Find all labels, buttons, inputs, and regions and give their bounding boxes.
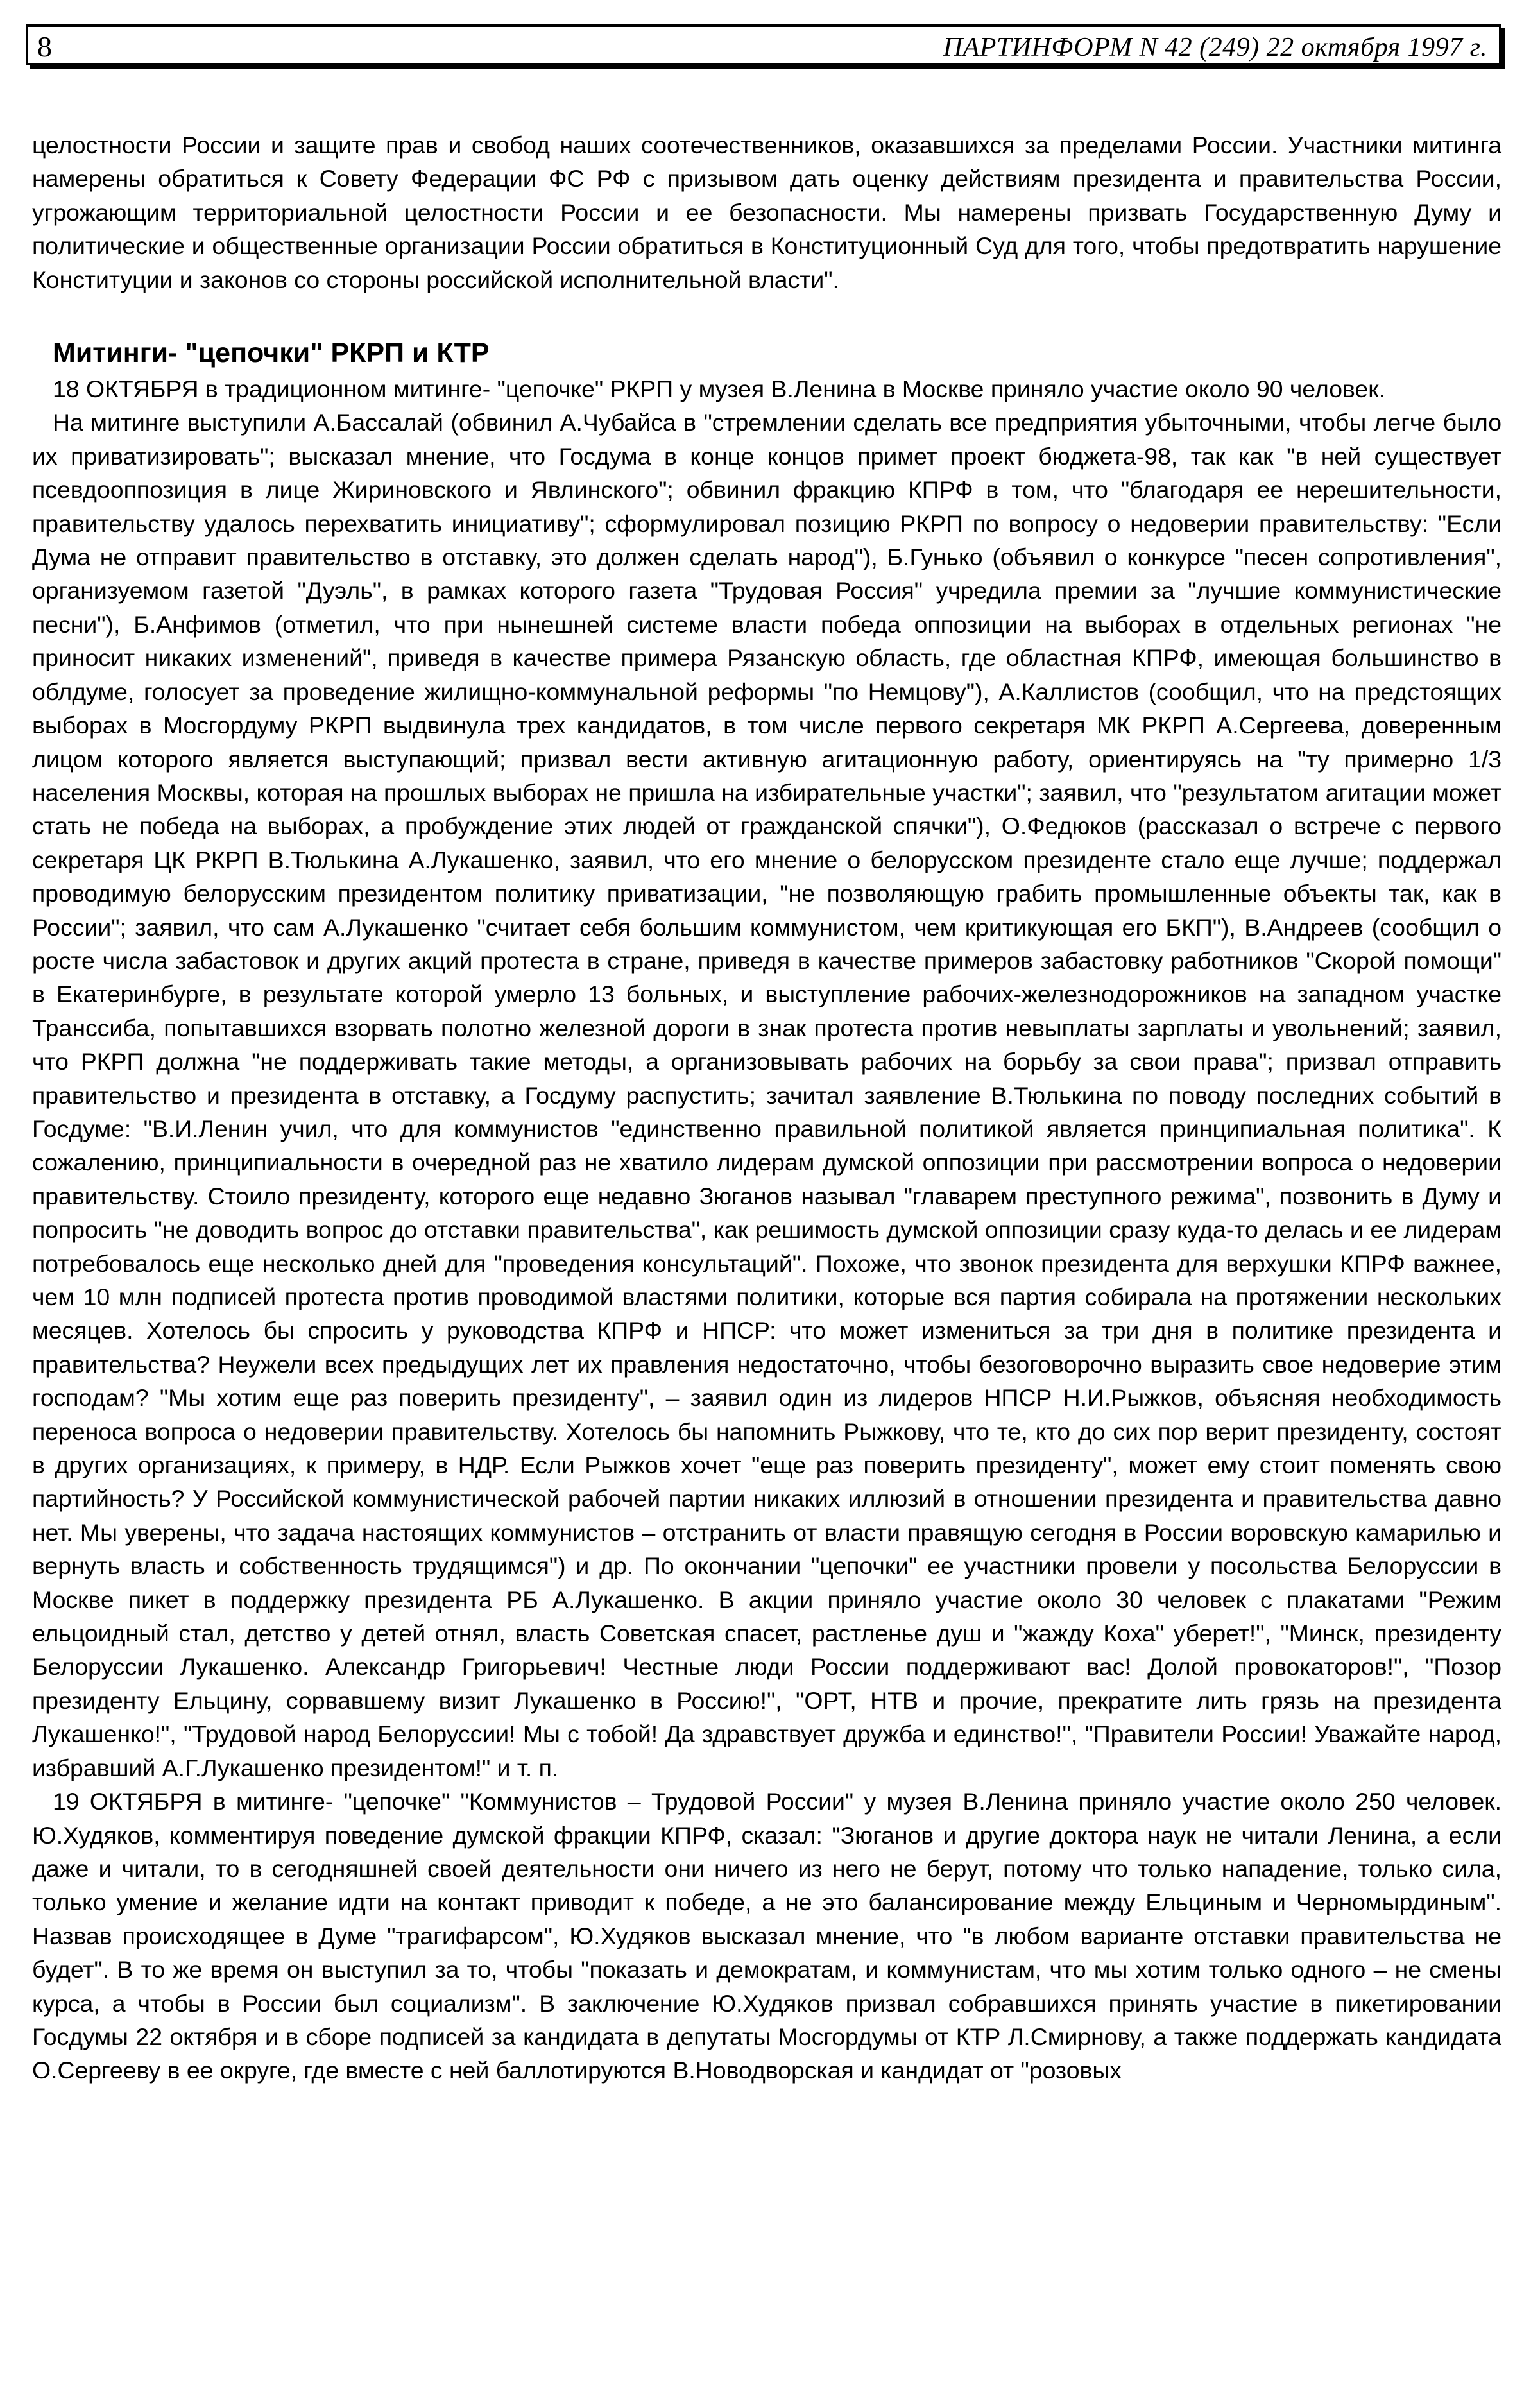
paragraph-oct-19: 19 ОКТЯБРЯ в митинге- "цепочке" "Коммунистов – Трудовой России" у музея В.Ленина приняло участие около 250 человек. Ю.Худяков, комментируя поведение думской фракции КПРФ, сказал: "Зюганов и другие доктора наук не читали Ленина, а если даже и читали, то в сегодняшней своей деятельности они ничего из него не берут, потому что только нападение, только сила, только умение и желание идти на контакт приводит к победе, а не это балансирование между Ельциным и Черномырдиным". Назвав происходящее в Думе "трагифарсом", Ю.Худяков высказал мнение, что "в любом варианте отставки правительства не будет". В то же время он выступил за то, чтобы "показать и демократам, и коммунистам, что мы хотим только одного – не смены курса, а чтобы в России был социализм". В заключение Ю.Худяков призвал собравшихся принять участие в пикетировании Госдумы 22 октября и в сборе подписей за кандидата в депутаты Мосгордумы от КТР Л.Смирнову, а также поддержать кандидата О.Сергееву в ее округе, где вместе с ней баллотируются В.Новодворская и кандидат от "розовых [32, 1788, 1502, 2084]
paragraph-oct-18: 18 ОКТЯБРЯ в традиционном митинге- "цепочке" РКРП у музея В.Ленина в Москве приняло участие около 90 человек. [53, 375, 1385, 403]
intro-paragraph: целостности России и защите прав и свобод наших соотечественников, оказавшихся за пределами России. Участники митинга намерены обратиться к Совету Федерации ФС РФ с призывом дать оценку действиям президента и правительства России, угрожающим территориальной целостности России и ее безопасности. Мы намерены призвать Государственную Думу и политические и общественные организации России обратиться в Конституционный Суд для того, чтобы предотвратить нарушение Конституции и законов со стороны российской исполнительной власти". [32, 132, 1502, 293]
page-header [26, 24, 1502, 65]
page-number: 8 [37, 30, 52, 63]
paragraph-speakers: На митинге выступили А.Бассалай (обвинил А.Чубайса в "стремлении сделать все предприятия убыточными, чтобы легче было их приватизировать"; высказал мнение, что Госдума в конце концов примет проект бюджета-98, так как "в ней существует псевдооппозиция в лице Жириновского и Явлинского"; обвинил фракцию КПРФ в том, что "благодаря ее нерешительности, правительству удалось перехватить инициативу"; сформулировал позицию РКРП по вопросу о недоверии правительству: "Если Дума не отправит правительство в отставку, это должен сделать народ"), Б.Гунько (объявил о конкурсе "песен сопротивления", организуемом газетой "Дуэль", в рамках которого газета "Трудовая Россия" учредила премии за "лучшие коммунистические песни"), Б.Анфимов (отметил, что при нынешней системе власти победа оппозиции на выборах в отдельных регионах "не приносит никаких изменений", приведя в качестве примера Рязанскую область, где областная КПРФ, имеющая большинство в облдуме, голосует за проведение жилищно-коммунальной реформы "по Немцову"), А.Каллистов (сообщил, что на предстоящих выборах в Мосгордуму РКРП выдвинула трех кандидатов, в том числе первого секретаря МК РКРП А.Сергеева, доверенным лицом которого является выступающий; призвал вести активную агитационную работу, ориентируясь на "ту примерно 1/3 населения Москвы, которая на прошлых выборах не пришла на избирательные участки"; заявил, что "результатом агитации может стать не победа на выборах, а пробуждение этих людей от гражданской спячки"), О.Федюков (рассказал о встрече с первого секретаря ЦК РКРП В.Тюлькина А.Лукашенко, заявил, что его мнение о белорусском президенте стало еще лучше; поддержал проводимую белорусским президентом политику приватизации, "не позволяющую грабить промышленные объекты так, как в России"; заявил, что сам А.Лукашенко "считает себя большим коммунистом, чем критикующая его БКП"), В.Андреев (сообщил о росте числа забастовок и других акций протеста в стране, приведя в качестве примеров забастовку работников "Скорой помощи" в Екатеринбурге, в результате которой умерло 13 больных, и выступление рабочих-железнодорожников на западном участке Транссиба, попытавшихся взорвать полотно железной дороги в знак протеста против невыплаты зарплаты и увольнений; заявил, что РКРП должна "не поддерживать такие методы, а организовывать рабочих на борьбу за свои права"; призвал отправить правительство и президента в отставку, а Госдуму распустить; зачитал заявление В.Тюлькина по поводу последних событий в Госдуме: "В.И.Ленин учил, что для коммунистов "единственно правильной политикой является принципиальная политика". К сожалению, принципиальности в очередной раз не хватило лидерам думской оппозиции при рассмотрении вопроса о недоверии правительству. Стоило президенту, которого еще недавно Зюганов называл "главарем преступного режима", позвонить в Думу и попросить "не доводить вопрос до отставки правительства", как решимость думской оппозиции сразу куда-то делась и ее лидерам потребовалось еще несколько дней для "проведения консультаций". Похоже, что звонок президента для верхушки КПРФ важнее, чем 10 млн подписей протеста против проводимой властями политики, которые вся партия собирала на протяжении нескольких месяцев. Хотелось бы спросить у руководства КПРФ и НПСР: что может измениться за три дня в политике президента и правительства? Неужели всех предыдущих лет их правления недостаточно, чтобы безоговорочно выразить свое недоверие этим господам? "Мы хотим еще раз поверить президенту", – заявил один из лидеров НПСР Н.И.Рыжков, объясняя необходимость переноса вопроса о недоверии правительству. Хотелось бы напомнить Рыжкову, что те, кто до сих пор верит президенту, состоят в других организациях, к примеру, в НДР. Если Рыжков хочет "еще раз поверить президенту", может ему стоит поменять свою партийность? У Российской коммунистической рабочей партии никаких иллюзий в отношении президента и правительства давно нет. Мы уверены, что задача настоящих коммунистов – отстранить от власти правящую сегодня в России воровскую камарилью и вернуть власть и собственность трудящимся") и др. По окончании "цепочки" ее участники провели у посольства Белоруссии в Москве пикет в поддержку президента РБ А.Лукашенко. В акции приняло участие около 30 человек с плакатами "Режим ельцоидный стал, детство у детей отнял, власть Советская спасет, растленье душ и "жажду Коха" уберет!", "Минск, президенту Белоруссии Лукашенко. Александр Григорьевич! Честные люди России поддерживают вас! Долой провокаторов!", "Позор президенту Ельцину, сорвавшему визит Лукашенко в Россию!", "ОРТ, НТВ и прочие, прекратите лить грязь на президента Лукашенко!", "Трудовой народ Белоруссии! Мы с тобой! Да здравствует дружба и единство!", "Правители России! Уважайте народ, избравший А.Г.Лукашенко президентом!" и т. п. [32, 409, 1502, 1781]
section-heading: Митинги- "цепочки" РКРП и КТР [53, 338, 490, 369]
article-body [32, 128, 1502, 2087]
masthead: ПАРТИНФОРМ N 42 (249) 22 октября 1997 г. [943, 33, 1487, 62]
